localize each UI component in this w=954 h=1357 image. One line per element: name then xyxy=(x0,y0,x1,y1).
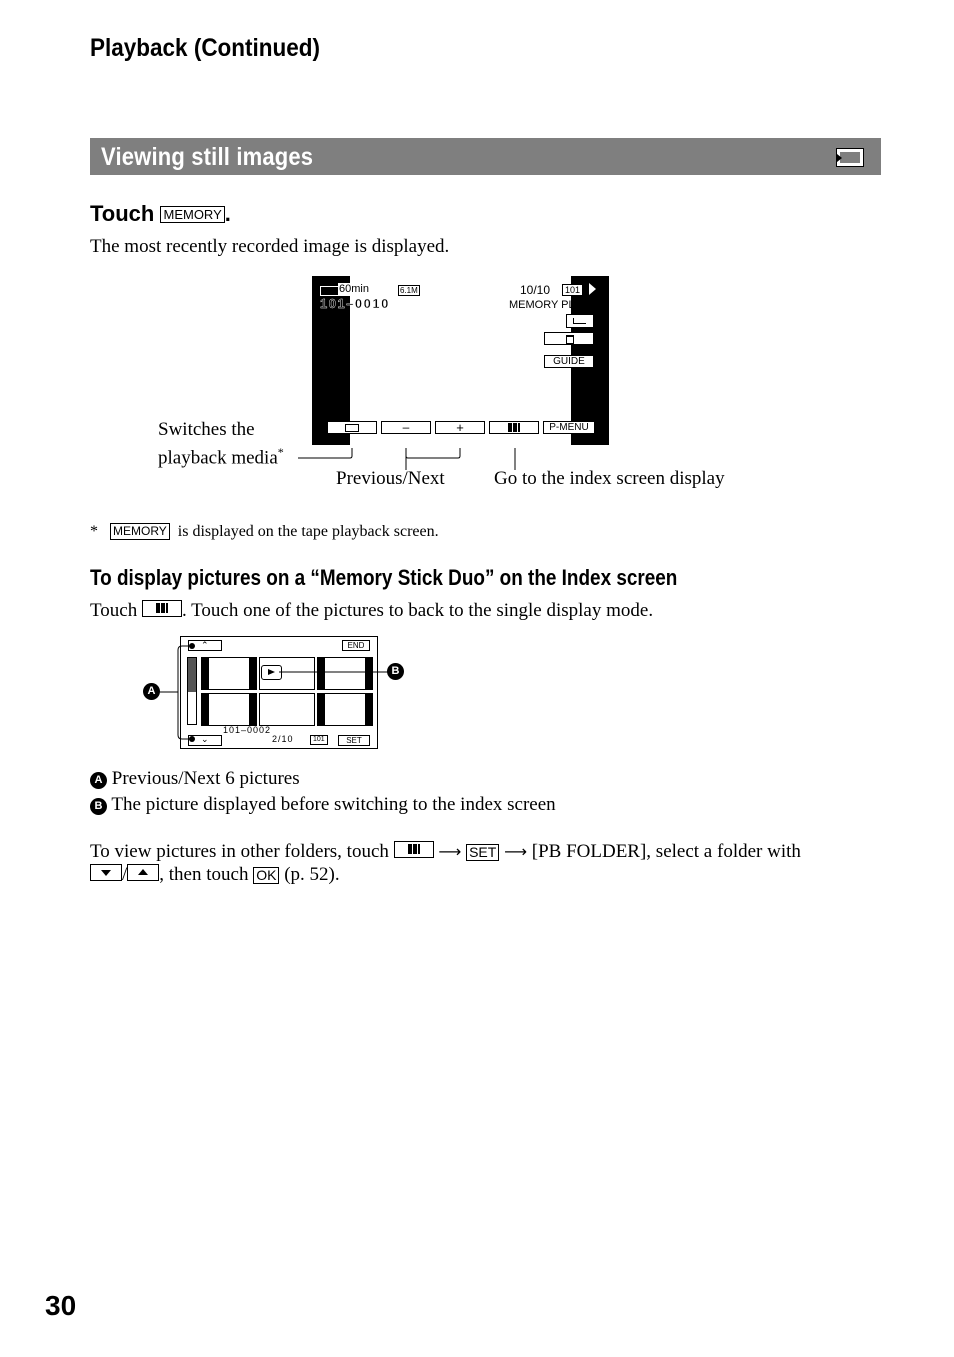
trash-icon xyxy=(566,335,574,344)
mode-label: MEMORY PLAY xyxy=(509,299,589,311)
callout-lines-2 xyxy=(150,636,400,748)
index-folder: 101 xyxy=(310,735,328,745)
section-title: Viewing still images xyxy=(101,143,314,171)
label-a-marker: A xyxy=(143,683,160,700)
folders-line2: / , then touch OK (p. 52). xyxy=(90,863,890,886)
step-touch-word: Touch xyxy=(90,201,155,226)
index-key-icon-2 xyxy=(394,841,434,858)
callout-media xyxy=(158,418,284,469)
arrow-icon: ⟶ xyxy=(438,842,462,861)
footnote-text: is displayed on the tape playback screen. xyxy=(177,523,439,540)
end-button[interactable]: END xyxy=(342,640,370,651)
folders-line1: To view pictures in other folders, touch ⟶ SET ⟶ [PB FOLDER], select a folder with xyxy=(90,841,801,862)
intro-text: The most recently recorded image is displayed. xyxy=(90,236,450,257)
play-arrow-icon xyxy=(589,283,596,295)
section-bar xyxy=(90,138,881,175)
index-file-number: 101–0002 xyxy=(223,725,272,735)
up-arrow-key xyxy=(127,864,159,881)
footnote-star: * xyxy=(90,523,98,540)
index-key-icon xyxy=(142,600,182,617)
next-button[interactable]: + xyxy=(435,421,485,434)
legend-a xyxy=(90,768,300,790)
previous-six-button[interactable]: ⌃ xyxy=(188,640,222,651)
previous-button[interactable]: – xyxy=(381,421,431,434)
battery-icon xyxy=(320,286,339,296)
legend-b-mark: B xyxy=(90,798,107,815)
callout-lines-1 xyxy=(290,420,530,472)
subsection-touch: Touch xyxy=(90,600,138,621)
memory-key: MEMORY xyxy=(160,206,224,223)
subsection-title: To display pictures on a “Memory Stick Duo” on the Index screen xyxy=(90,565,678,590)
legend-a-mark: A xyxy=(90,772,107,789)
subsection-instruction: . Touch one of the pictures to back to the single display mode. xyxy=(181,600,654,621)
label-b-marker: B xyxy=(387,663,404,680)
ok-key: OK xyxy=(253,867,279,884)
callout-media-line1: Switches the xyxy=(158,419,255,440)
footnote-memory-key: MEMORY xyxy=(110,523,170,540)
footnote xyxy=(90,523,439,541)
next-six-button[interactable]: ⌄ xyxy=(188,735,222,746)
down-arrow-key xyxy=(90,864,122,881)
page-header-title: Playback (Continued) xyxy=(90,34,321,62)
subsection-text xyxy=(90,600,653,622)
page-number: 30 xyxy=(45,1290,77,1321)
file-number: 101–0010 xyxy=(320,296,390,311)
folder-change-button[interactable] xyxy=(566,314,594,328)
callout-media-line2: playback media* xyxy=(158,445,284,469)
image-counter: 10/10 xyxy=(520,283,551,297)
step-heading xyxy=(90,201,231,227)
image-size: 6.1M xyxy=(400,286,418,295)
step-period: . xyxy=(224,201,231,226)
index-counter: 2/10 xyxy=(272,734,294,744)
callout-prev-next: Previous/Next xyxy=(336,468,445,489)
delete-button[interactable] xyxy=(544,332,594,345)
folder-number: 101 xyxy=(562,284,583,296)
legend-b xyxy=(90,794,556,816)
battery-time: 60min xyxy=(339,283,369,295)
callout-index: Go to the index screen display xyxy=(494,468,725,489)
guide-button[interactable]: GUIDE xyxy=(544,355,594,368)
p-menu-button[interactable]: P-MENU xyxy=(543,421,595,434)
set-key: SET xyxy=(466,844,499,861)
legend-a-text: Previous/Next 6 pictures xyxy=(111,768,300,789)
arrow-icon-2: ⟶ xyxy=(504,842,528,861)
legend-b-text: The picture displayed before switching to the index screen xyxy=(111,794,556,815)
folders-paragraph xyxy=(90,840,890,886)
set-button[interactable]: SET xyxy=(338,735,370,746)
memory-card-icon xyxy=(836,148,864,167)
callout-star: * xyxy=(277,445,284,459)
